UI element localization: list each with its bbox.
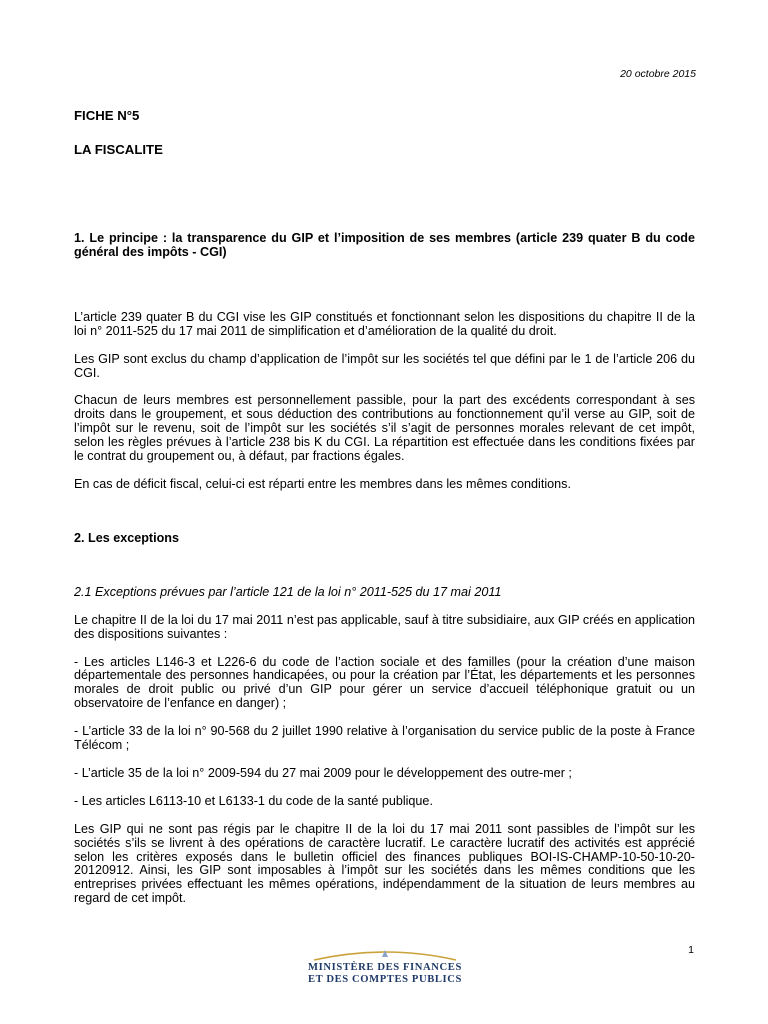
fiche-number: FICHE N°5 bbox=[74, 108, 140, 123]
subsection-2-1-heading: 2.1 Exceptions prévues par l’article 121 de la loi n° 2011-525 du 17 mai 2011 bbox=[74, 584, 502, 599]
fiche-subject: LA FISCALITE bbox=[74, 142, 163, 157]
list-item: - L’article 35 de la loi n° 2009-594 du 27 mai 2009 pour le développement des outre-mer ; bbox=[74, 765, 572, 780]
list-item: - L’article 33 de la loi n° 90-568 du 2 juillet 1990 relative à l’organisation du service public de la poste à France Télécom ; bbox=[74, 724, 695, 753]
document-date: 20 octobre 2015 bbox=[620, 68, 696, 80]
list-item: - Les articles L6113-10 et L6133-1 du code de la santé publique. bbox=[74, 793, 433, 808]
section-1-heading: 1. Le principe : la transparence du GIP et l’imposition de ses membres (article 239 quater B du code général des impôts - CGI) bbox=[74, 231, 695, 259]
list-item: - Les articles L146-3 et L226-6 du code de l’action sociale et des familles (pour la création d’une maison départementale des personnes handicapées, ou pour la création par l’État, les départements et les personnes morales de droit public ou privé d’un GIP pour gérer un service d’accueil téléphonique gratuit ou un observatoire de l’enfance en danger) ; bbox=[74, 654, 695, 711]
section-2-heading: 2. Les exceptions bbox=[74, 530, 179, 545]
paragraph: Chacun de leurs membres est personnellement passible, pour la part des excédents correspondant à ses droits dans le groupement, et sous déduction des contributions au fonctionnement qu’il verse au GIP, soit de l’impôt sur le revenu, soit de l’impôt sur les sociétés s’il s’agit de personnes morales relevant de cet impôt, selon les règles prévues à l’article 238 bis K du CGI. La répartition est effectuée dans les conditions fixées par le contrat du groupement ou, à défaut, par fractions égales. bbox=[74, 393, 695, 464]
paragraph: Le chapitre II de la loi du 17 mai 2011 n’est pas applicable, sauf à titre subsidiaire, aux GIP créés en application des dispositions suivantes : bbox=[74, 612, 695, 641]
document-body bbox=[74, 232, 695, 906]
marianne-arc-icon bbox=[310, 946, 460, 962]
paragraph: L’article 239 quater B du CGI vise les GIP constitués et fonctionnant selon les dispositions du chapitre II de la loi n° 2011-525 du 17 mai 2011 de simplification et d’amélioration de la qualité du droit. bbox=[74, 309, 695, 338]
ministry-name-line-2: ET DES COMPTES PUBLICS bbox=[308, 973, 462, 985]
paragraph: En cas de déficit fiscal, celui-ci est réparti entre les membres dans les mêmes conditions. bbox=[74, 476, 571, 491]
ministry-logo bbox=[300, 946, 470, 992]
paragraph: Les GIP qui ne sont pas régis par le chapitre II de la loi du 17 mai 2011 sont passibles de l’impôt sur les sociétés s’ils se livrent à des opérations de caractère lucratif. Le caractère lucratif des activités est apprécié selon les critères exposés dans le bulletin officiel des finances publiques BOI-IS-CHAMP-10-50-10-20-20120912. Ainsi, les GIP sont imposables à l’impôt sur les sociétés dans les mêmes conditions que les entreprises privées effectuant les mêmes opérations, indépendamment de la situation de leurs membres au regard de cet impôt. bbox=[74, 821, 695, 906]
paragraph: Les GIP sont exclus du champ d’application de l’impôt sur les sociétés tel que défini par le 1 de l’article 206 du CGI. bbox=[74, 351, 695, 380]
page-number: 1 bbox=[688, 944, 694, 956]
ministry-name-line-1: MINISTÈRE DES FINANCES bbox=[308, 962, 462, 973]
